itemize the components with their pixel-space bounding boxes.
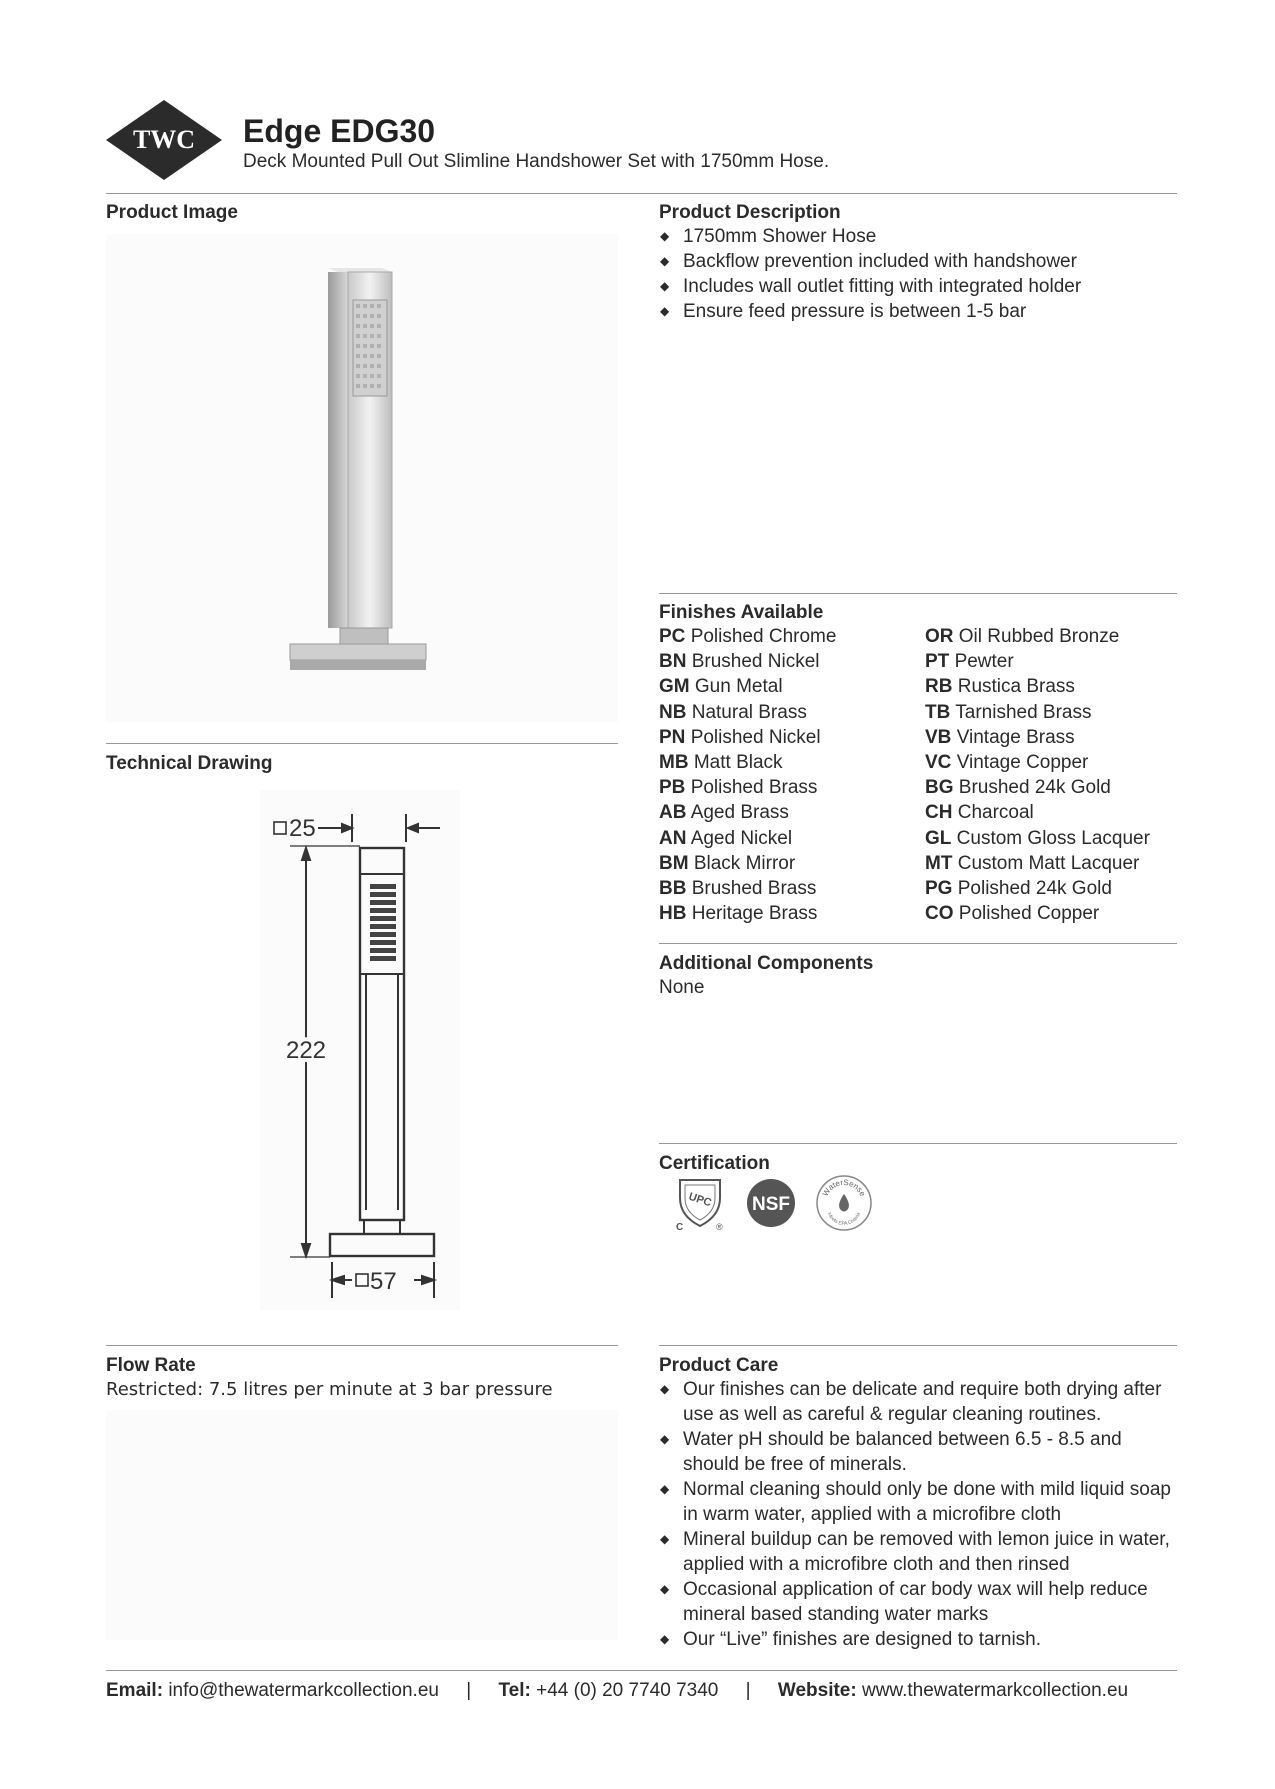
watersense-arc-text: WaterSense (820, 1177, 868, 1198)
finish-code: BG (925, 777, 954, 799)
finish-name: Aged Nickel (690, 827, 793, 849)
footer-divider (106, 1670, 1177, 1671)
finish-item (659, 800, 836, 825)
upc-badge (672, 1176, 730, 1232)
list-item: ◆ Our finishes can be delicate and require both drying after use as well as careful & regular cleaning routines. (659, 1377, 1171, 1427)
finish-name: Vintage Brass (956, 726, 1075, 748)
finish-code: BN (659, 651, 687, 673)
additional-components-heading: Additional Components (659, 953, 874, 974)
footer-tel-label: Tel: (498, 1680, 531, 1701)
finish-code: CO (925, 903, 954, 925)
components-divider (659, 1143, 1177, 1144)
finish-item (659, 851, 836, 876)
product-image (106, 234, 618, 722)
finish-item (659, 700, 836, 725)
finish-name: Polished Nickel (690, 726, 821, 748)
technical-drawing (260, 790, 460, 1310)
finish-code: PG (925, 878, 953, 900)
finish-item (659, 901, 836, 926)
certification-heading: Certification (659, 1153, 770, 1174)
finish-name: Gun Metal (694, 676, 783, 698)
upc-registered-mark: ® (716, 1222, 723, 1232)
list-item: ◆ Includes wall outlet fitting with integrated holder (659, 274, 1179, 299)
finish-item (659, 624, 836, 649)
finish-name: Tarnished Brass (955, 701, 1092, 723)
list-item: ◆ Water pH should be balanced between 6.5 - 8.5 and should be free of minerals. (659, 1427, 1171, 1477)
footer-tel-link[interactable]: +44 (0) 20 7740 7340 (536, 1680, 719, 1701)
finish-item (659, 876, 836, 901)
finish-item (925, 624, 1150, 649)
finish-item (925, 674, 1150, 699)
footer-website-link[interactable]: www.thewatermarkcollection.eu (861, 1680, 1129, 1701)
finish-name: Matt Black (693, 752, 783, 774)
finish-name: Custom Matt Lacquer (957, 852, 1140, 874)
page-subtitle: Deck Mounted Pull Out Slimline Handshower Set with 1750mm Hose. (243, 151, 830, 172)
finish-code: PB (659, 777, 686, 799)
list-item: ◆ Occasional application of car body wax will help reduce mineral based standing water marks (659, 1577, 1171, 1627)
product-image-heading: Product Image (106, 202, 238, 223)
upc-c-mark: C (676, 1222, 684, 1232)
header-divider (106, 193, 1177, 194)
finishes-heading: Finishes Available (659, 602, 824, 623)
list-item: ◆ 1750mm Shower Hose (659, 224, 1179, 249)
product-description-list (659, 224, 1179, 324)
description-divider (659, 593, 1177, 594)
finish-code: PT (925, 651, 950, 673)
logo-text: TWC (132, 125, 196, 154)
flow-rate-panel (106, 1410, 618, 1640)
finish-code: OR (925, 626, 954, 647)
finish-item (659, 649, 836, 674)
finish-item (659, 725, 836, 750)
finish-item (925, 775, 1150, 800)
finish-code: GM (659, 676, 690, 698)
finish-name: Brushed Brass (691, 878, 817, 900)
finish-name: Oil Rubbed Bronze (958, 626, 1120, 647)
finish-item (925, 700, 1150, 725)
finish-code: AN (659, 827, 687, 849)
finish-code: NB (659, 701, 687, 723)
flow-rate-heading: Flow Rate (106, 1355, 196, 1376)
product-description-heading: Product Description (659, 202, 841, 223)
list-item: ◆ Normal cleaning should only be done with mild liquid soap in warm water, applied with a microfibre cloth (659, 1477, 1171, 1527)
dim-height-label: 222 (285, 1037, 327, 1064)
finish-item (925, 649, 1150, 674)
finish-code: HB (659, 903, 687, 925)
finish-item (925, 851, 1150, 876)
list-item: ◆ Mineral buildup can be removed with lemon juice in water, applied with a microfibre cloth and then rinsed (659, 1527, 1171, 1577)
technical-drawing-divider (106, 1345, 618, 1346)
footer-email-link[interactable]: info@thewatermarkcollection.eu (168, 1680, 439, 1701)
brand-logo (106, 100, 222, 180)
finish-code: VC (925, 752, 952, 774)
finish-code: MT (925, 852, 953, 874)
finish-name: Natural Brass (691, 701, 807, 723)
finish-name: Polished 24k Gold (957, 878, 1112, 900)
page-title: Edge EDG30 (243, 113, 436, 149)
finish-item (659, 750, 836, 775)
finish-name: Rustica Brass (957, 676, 1075, 698)
list-item: ◆ Our “Live” finishes are designed to tarnish. (659, 1627, 1171, 1652)
footer-email-label: Email: (106, 1680, 164, 1701)
finish-code: BM (659, 852, 689, 874)
finish-code: RB (925, 676, 953, 698)
finish-item (659, 674, 836, 699)
flow-rate-value: Restricted: 7.5 litres per minute at 3 bar pressure (106, 1379, 553, 1400)
nsf-text: NSF (752, 1194, 790, 1215)
additional-components-value: None (659, 977, 705, 998)
list-item: ◆ Ensure feed pressure is between 1-5 bar (659, 299, 1179, 324)
finish-item (925, 750, 1150, 775)
finish-code: VB (925, 726, 952, 748)
finish-code: AB (659, 802, 687, 824)
watersense-badge (815, 1174, 873, 1232)
finish-code: TB (925, 701, 951, 723)
finishes-divider (659, 943, 1177, 944)
dim-base-label: 57 (370, 1268, 397, 1295)
footer-website-label: Website: (777, 1680, 857, 1701)
product-care-heading: Product Care (659, 1355, 779, 1376)
finishes-right-column (925, 624, 1150, 926)
finish-name: Custom Gloss Lacquer (956, 827, 1150, 849)
footer-separator: | (745, 1680, 751, 1701)
finish-name: Brushed Nickel (691, 651, 820, 673)
finish-code: BB (659, 878, 687, 900)
finish-item (925, 901, 1150, 926)
finish-name: Vintage Copper (956, 752, 1089, 774)
finish-item (659, 775, 836, 800)
list-item: ◆ Backflow prevention included with handshower (659, 249, 1179, 274)
finish-name: Charcoal (957, 802, 1034, 824)
footer (106, 1680, 1128, 1702)
finish-item (925, 876, 1150, 901)
finishes-left-column (659, 624, 836, 926)
footer-separator: | (466, 1680, 472, 1701)
finish-code: PC (659, 626, 686, 647)
certification-divider (659, 1345, 1177, 1346)
upc-text: UPC (687, 1190, 713, 1210)
finish-code: MB (659, 752, 689, 774)
finish-name: Polished Copper (958, 903, 1100, 925)
finish-name: Brushed 24k Gold (958, 777, 1111, 799)
finish-name: Heritage Brass (691, 903, 818, 925)
finish-name: Polished Brass (690, 777, 818, 799)
finish-name: Polished Chrome (690, 626, 837, 647)
finish-code: PN (659, 726, 686, 748)
finish-name: Pewter (954, 651, 1014, 673)
product-care-list (659, 1377, 1171, 1652)
nsf-badge (746, 1178, 796, 1228)
finish-item (925, 800, 1150, 825)
finish-name: Aged Brass (690, 802, 789, 824)
product-image-divider (106, 743, 618, 744)
finish-code: GL (925, 827, 952, 849)
finish-item (925, 725, 1150, 750)
finish-item (659, 826, 836, 851)
dim-top-label: 25 (289, 815, 316, 842)
watersense-sub-text: Meets EPA Criteria (825, 1211, 862, 1228)
finish-name: Black Mirror (693, 852, 796, 874)
finish-code: CH (925, 802, 953, 824)
finish-item (925, 826, 1150, 851)
technical-drawing-heading: Technical Drawing (106, 753, 273, 774)
